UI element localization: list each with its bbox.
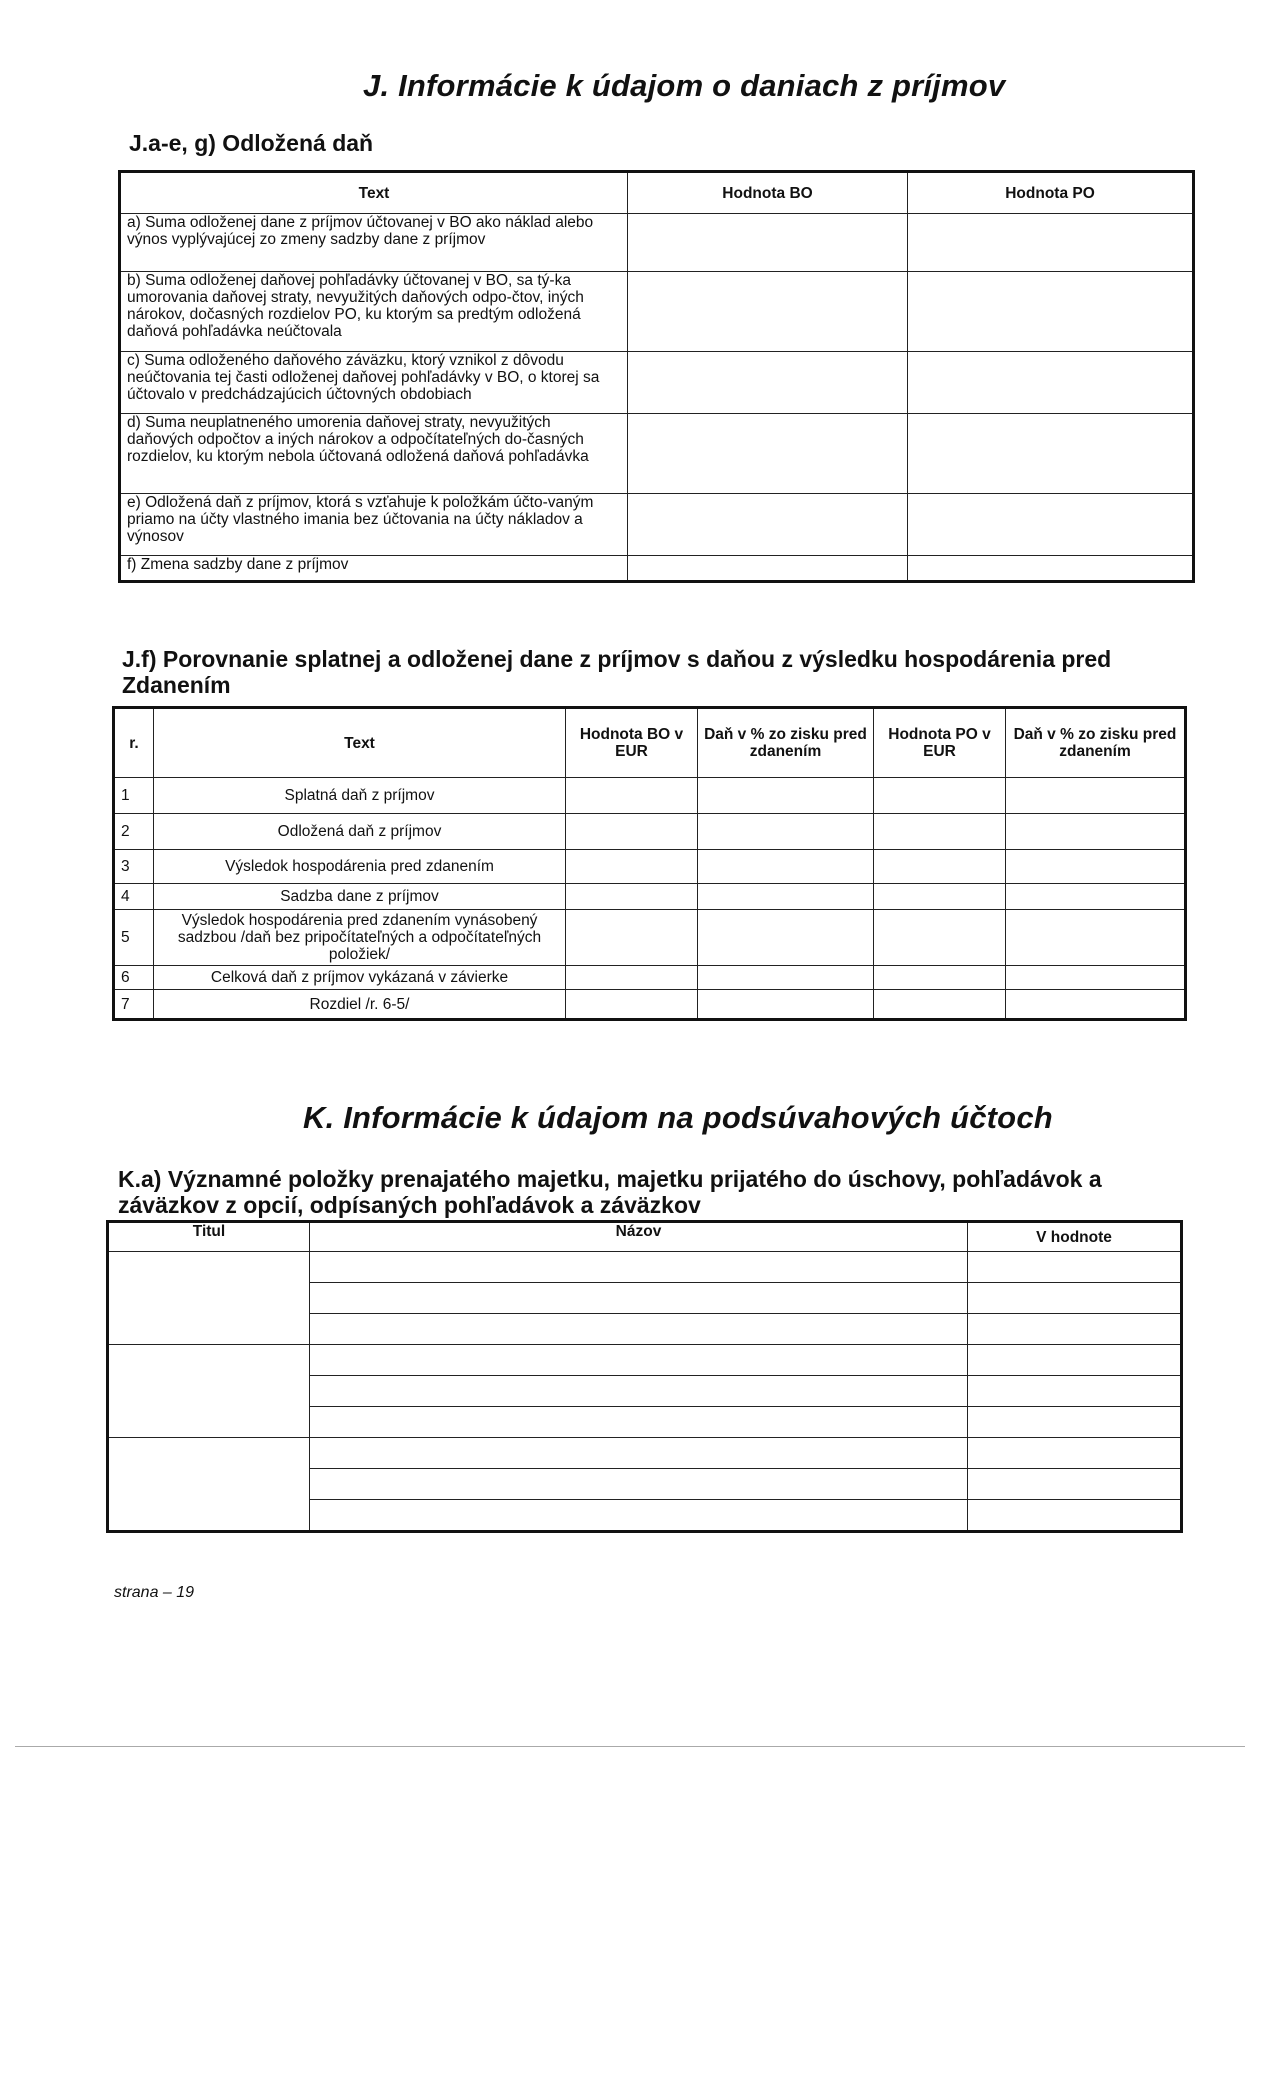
row-number: 7 (114, 990, 154, 1020)
row-label: Odložená daň z príjmov (154, 814, 566, 850)
nazov-cell[interactable] (310, 1283, 968, 1314)
hodnota-cell[interactable] (968, 1438, 1182, 1469)
value-cell[interactable] (1006, 990, 1186, 1020)
value-cell[interactable] (566, 850, 698, 884)
nazov-cell[interactable] (310, 1314, 968, 1345)
value-cell[interactable] (698, 814, 874, 850)
value-cell[interactable] (698, 990, 874, 1020)
row-number: 1 (114, 778, 154, 814)
section-k-title: K. Informácie k údajom na podsúvahových účtoch (303, 1100, 1053, 1135)
value-cell[interactable] (698, 966, 874, 990)
section-ka-heading: K.a) Významné položky prenajatého majetku, majetku prijatého do úschovy, pohľadávok a záväzkov z opcií, odpísaných pohľadávok a záväzkov (118, 1166, 1102, 1218)
column-header-dan-percent-bo: Daň v % zo zisku pred zdanením (698, 708, 874, 778)
value-cell[interactable] (874, 814, 1006, 850)
row-d-text: d) Suma neuplatneného umorenia daňovej straty, nevyužitých daňových odpočtov a iných nárokov a odpočítateľných do-časných rozdielov, ku ktorým nebola účtovaná odložená daňová pohľadávka (120, 414, 628, 494)
column-header-hodnota-bo: Hodnota BO (628, 172, 908, 214)
section-jf-heading: J.f) Porovnanie splatnej a odloženej dane z príjmov s daňou z výsledku hospodárenia pred Zdanením (122, 646, 1112, 698)
deferred-tax-table (118, 170, 1195, 583)
row-f-text: f) Zmena sadzby dane z príjmov (120, 556, 628, 582)
hodnota-cell[interactable] (968, 1376, 1182, 1407)
value-cell[interactable] (1006, 910, 1186, 966)
value-cell[interactable] (698, 910, 874, 966)
value-cell[interactable] (1006, 966, 1186, 990)
row-number: 4 (114, 884, 154, 910)
value-cell[interactable] (1006, 850, 1186, 884)
column-header-hodnota-po: Hodnota PO (908, 172, 1194, 214)
column-header-hodnota-bo-eur: Hodnota BO v EUR (566, 708, 698, 778)
row-e-po-cell[interactable] (908, 494, 1194, 556)
row-c-text: c) Suma odloženého daňového záväzku, ktorý vznikol z dôvodu neúčtovania tej časti odloženej daňovej pohľadávky v BO, o ktorej sa účtovalo v predchádzajúcich účtovných obdobiach (120, 352, 628, 414)
row-a-bo-cell[interactable] (628, 214, 908, 272)
row-b-text: b) Suma odloženej daňovej pohľadávky účtovanej v BO, sa tý-ka umorovania daňovej straty, nevyužitých daňových odpo-čtov, iných nárokov, dočasných rozdielov PO, ku ktorým sa predtým odložená daňová pohľadávka neúčtovala (120, 272, 628, 352)
tax-comparison-table (112, 706, 1187, 1021)
value-cell[interactable] (566, 814, 698, 850)
value-cell[interactable] (874, 850, 1006, 884)
titul-cell[interactable] (108, 1345, 310, 1438)
value-cell[interactable] (874, 778, 1006, 814)
page-bottom-rule (15, 1746, 1245, 1747)
value-cell[interactable] (1006, 778, 1186, 814)
hodnota-cell[interactable] (968, 1314, 1182, 1345)
value-cell[interactable] (566, 990, 698, 1020)
row-b-po-cell[interactable] (908, 272, 1194, 352)
page-number-label: strana – 19 (114, 1584, 195, 1601)
nazov-cell[interactable] (310, 1407, 968, 1438)
value-cell[interactable] (698, 884, 874, 910)
row-c-bo-cell[interactable] (628, 352, 908, 414)
column-header-titul: Titul (108, 1222, 310, 1252)
row-label: Celková daň z príjmov vykázaná v závierke (154, 966, 566, 990)
row-a-text: a) Suma odloženej dane z príjmov účtovanej v BO ako náklad alebo výnos vyplývajúcej zo zmeny sadzby dane z príjmov (120, 214, 628, 272)
row-label: Splatná daň z príjmov (154, 778, 566, 814)
nazov-cell[interactable] (310, 1500, 968, 1532)
row-f-bo-cell[interactable] (628, 556, 908, 582)
value-cell[interactable] (874, 966, 1006, 990)
value-cell[interactable] (566, 966, 698, 990)
nazov-cell[interactable] (310, 1345, 968, 1376)
value-cell[interactable] (874, 910, 1006, 966)
value-cell[interactable] (566, 778, 698, 814)
value-cell[interactable] (698, 850, 874, 884)
section-j-ae-heading: J.a-e, g) Odložená daň (129, 130, 374, 156)
column-header-dan-percent-po: Daň v % zo zisku pred zdanením (1006, 708, 1186, 778)
row-label: Rozdiel /r. 6-5/ (154, 990, 566, 1020)
titul-cell[interactable] (108, 1252, 310, 1345)
row-e-bo-cell[interactable] (628, 494, 908, 556)
column-header-row-number: r. (114, 708, 154, 778)
value-cell[interactable] (874, 884, 1006, 910)
row-number: 2 (114, 814, 154, 850)
value-cell[interactable] (566, 884, 698, 910)
row-label: Sadzba dane z príjmov (154, 884, 566, 910)
hodnota-cell[interactable] (968, 1469, 1182, 1500)
value-cell[interactable] (698, 778, 874, 814)
hodnota-cell[interactable] (968, 1252, 1182, 1283)
hodnota-cell[interactable] (968, 1283, 1182, 1314)
row-number: 5 (114, 910, 154, 966)
section-j-title: J. Informácie k údajom o daniach z príjmov (363, 68, 1006, 103)
off-balance-items-table (106, 1220, 1183, 1533)
hodnota-cell[interactable] (968, 1500, 1182, 1532)
row-f-po-cell[interactable] (908, 556, 1194, 582)
hodnota-cell[interactable] (968, 1345, 1182, 1376)
nazov-cell[interactable] (310, 1438, 968, 1469)
row-a-po-cell[interactable] (908, 214, 1194, 272)
value-cell[interactable] (1006, 884, 1186, 910)
column-header-text: Text (154, 708, 566, 778)
row-label: Výsledok hospodárenia pred zdanením (154, 850, 566, 884)
row-number: 3 (114, 850, 154, 884)
column-header-text: Text (120, 172, 628, 214)
row-number: 6 (114, 966, 154, 990)
nazov-cell[interactable] (310, 1469, 968, 1500)
row-d-bo-cell[interactable] (628, 414, 908, 494)
value-cell[interactable] (566, 910, 698, 966)
column-header-v-hodnote: V hodnote (968, 1222, 1182, 1252)
column-header-hodnota-po-eur: Hodnota PO v EUR (874, 708, 1006, 778)
titul-cell[interactable] (108, 1438, 310, 1532)
value-cell[interactable] (1006, 814, 1186, 850)
nazov-cell[interactable] (310, 1376, 968, 1407)
value-cell[interactable] (874, 990, 1006, 1020)
row-d-po-cell[interactable] (908, 414, 1194, 494)
row-e-text: e) Odložená daň z príjmov, ktorá s vzťahuje k položkám účto-vaným priamo na účty vlastného imania bez účtovania na účty nákladov a výnosov (120, 494, 628, 556)
row-b-bo-cell[interactable] (628, 272, 908, 352)
nazov-cell[interactable] (310, 1252, 968, 1283)
row-c-po-cell[interactable] (908, 352, 1194, 414)
column-header-nazov: Názov (310, 1222, 968, 1252)
row-label: Výsledok hospodárenia pred zdanením vynásobený sadzbou /daň bez pripočítateľných a odpočítateľných položiek/ (154, 910, 566, 966)
hodnota-cell[interactable] (968, 1407, 1182, 1438)
